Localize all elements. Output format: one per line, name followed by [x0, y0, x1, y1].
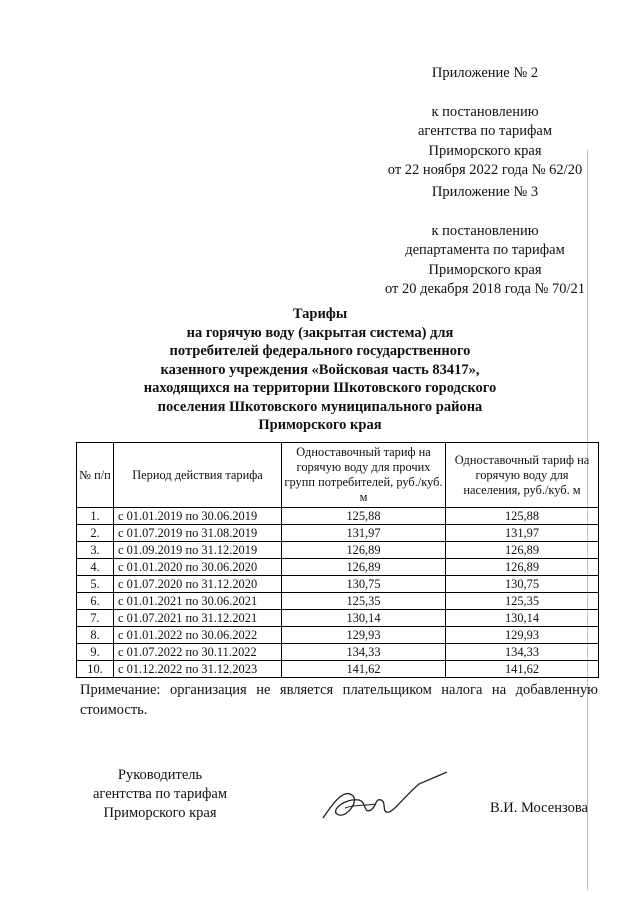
row-tariff-population: 131,97: [446, 525, 599, 542]
heading-line4: казенного учреждения «Войсковая часть 83417»,: [160, 361, 480, 378]
table-row: [77, 610, 599, 627]
table-row: [77, 644, 599, 661]
row-num: 7.: [77, 610, 114, 627]
row-tariff-population: 126,89: [446, 542, 599, 559]
table-row: [77, 576, 599, 593]
heading-line1: Тарифы: [292, 306, 348, 322]
row-num: 2.: [77, 525, 114, 542]
row-tariff-other: 134,33: [282, 644, 446, 661]
heading-line3: потребителей федерального государственного: [169, 343, 471, 359]
row-tariff-population: 130,14: [446, 610, 599, 627]
appendix-2-header: [385, 64, 585, 181]
appendix-2-line3: Приморского края: [428, 142, 542, 159]
row-period: с 01.01.2019 по 30.06.2019: [114, 508, 282, 525]
appendix-2-line4: от 22 ноября 2022 года № 62/20: [387, 162, 583, 178]
signatory-position: [80, 766, 240, 823]
signatory-role-line3: Приморского края: [103, 805, 217, 821]
appendix-3-title: Приложение № 3: [431, 184, 539, 200]
row-period: с 01.07.2019 по 31.08.2019: [114, 525, 282, 542]
appendix-2-line1: к постановлению: [431, 103, 539, 120]
row-tariff-population: 134,33: [446, 644, 599, 661]
appendix-3-line3: Приморского края: [428, 261, 542, 278]
heading-line5: находящихся на территории Шкотовского городского: [143, 380, 497, 396]
row-period: с 01.07.2021 по 31.12.2021: [114, 610, 282, 627]
row-tariff-other: 126,89: [282, 542, 446, 559]
document-heading: [70, 305, 570, 435]
scan-artifact-line: [587, 150, 588, 890]
row-period: с 01.12.2022 по 31.12.2023: [114, 661, 282, 678]
row-tariff-other: 126,89: [282, 559, 446, 576]
row-tariff-population: 129,93: [446, 627, 599, 644]
table-row: [77, 542, 599, 559]
row-num: 1.: [77, 508, 114, 525]
signatory-name: В.И. Мосензова: [490, 800, 588, 816]
row-tariff-population: 141,62: [446, 661, 599, 678]
handwritten-signature: [315, 770, 455, 830]
header-tariff-population: Одноставочный тариф на горячую воду для населения, руб./куб. м: [446, 443, 599, 508]
row-tariff-other: 129,93: [282, 627, 446, 644]
row-tariff-other: 131,97: [282, 525, 446, 542]
appendix-3-line1: к постановлению: [431, 222, 539, 239]
tariff-table: [76, 442, 599, 678]
row-tariff-other: 130,14: [282, 610, 446, 627]
heading-line2: на горячую воду (закрытая система) для: [186, 324, 454, 341]
table-row: [77, 525, 599, 542]
row-tariff-other: 141,62: [282, 661, 446, 678]
heading-line6: поселения Шкотовского муниципального района: [157, 398, 483, 415]
row-num: 3.: [77, 542, 114, 559]
row-num: 4.: [77, 559, 114, 576]
table-row: [77, 627, 599, 644]
appendix-3-header: [375, 183, 595, 300]
header-tariff-other: Одноставочный тариф на горячую воду для прочих групп потребителей, руб./куб. м: [282, 443, 446, 508]
header-period: Период действия тарифа: [114, 443, 282, 508]
tax-note: Примечание: организация не является плательщиком налога на добавленную стоимость.: [80, 682, 598, 718]
appendix-2-line2: агентства по тарифам: [418, 123, 552, 139]
row-period: с 01.01.2021 по 30.06.2021: [114, 593, 282, 610]
heading-line7: Приморского края: [258, 417, 382, 433]
table-row: [77, 559, 599, 576]
table-row: [77, 593, 599, 610]
row-tariff-other: 130,75: [282, 576, 446, 593]
table-row: [77, 508, 599, 525]
row-num: 6.: [77, 593, 114, 610]
row-tariff-other: 125,88: [282, 508, 446, 525]
row-tariff-population: 125,35: [446, 593, 599, 610]
row-num: 8.: [77, 627, 114, 644]
appendix-3-line2: департамента по тарифам: [405, 242, 565, 258]
row-tariff-population: 126,89: [446, 559, 599, 576]
signatory-role-line1: Руководитель: [117, 767, 203, 783]
row-num: 9.: [77, 644, 114, 661]
row-tariff-other: 125,35: [282, 593, 446, 610]
row-period: с 01.01.2020 по 30.06.2020: [114, 559, 282, 576]
appendix-3-line4: от 20 декабря 2018 года № 70/21: [384, 281, 586, 297]
signatory-role-line2: агентства по тарифам: [93, 786, 227, 802]
row-tariff-population: 125,88: [446, 508, 599, 525]
row-period: с 01.09.2019 по 31.12.2019: [114, 542, 282, 559]
row-num: 10.: [77, 661, 114, 678]
table-row: [77, 661, 599, 678]
row-period: с 01.01.2022 по 30.06.2022: [114, 627, 282, 644]
appendix-2-title: Приложение № 2: [431, 65, 539, 81]
row-tariff-population: 130,75: [446, 576, 599, 593]
row-period: с 01.07.2022 по 30.11.2022: [114, 644, 282, 661]
row-period: с 01.07.2020 по 31.12.2020: [114, 576, 282, 593]
row-num: 5.: [77, 576, 114, 593]
header-num: № п/п: [77, 443, 114, 508]
